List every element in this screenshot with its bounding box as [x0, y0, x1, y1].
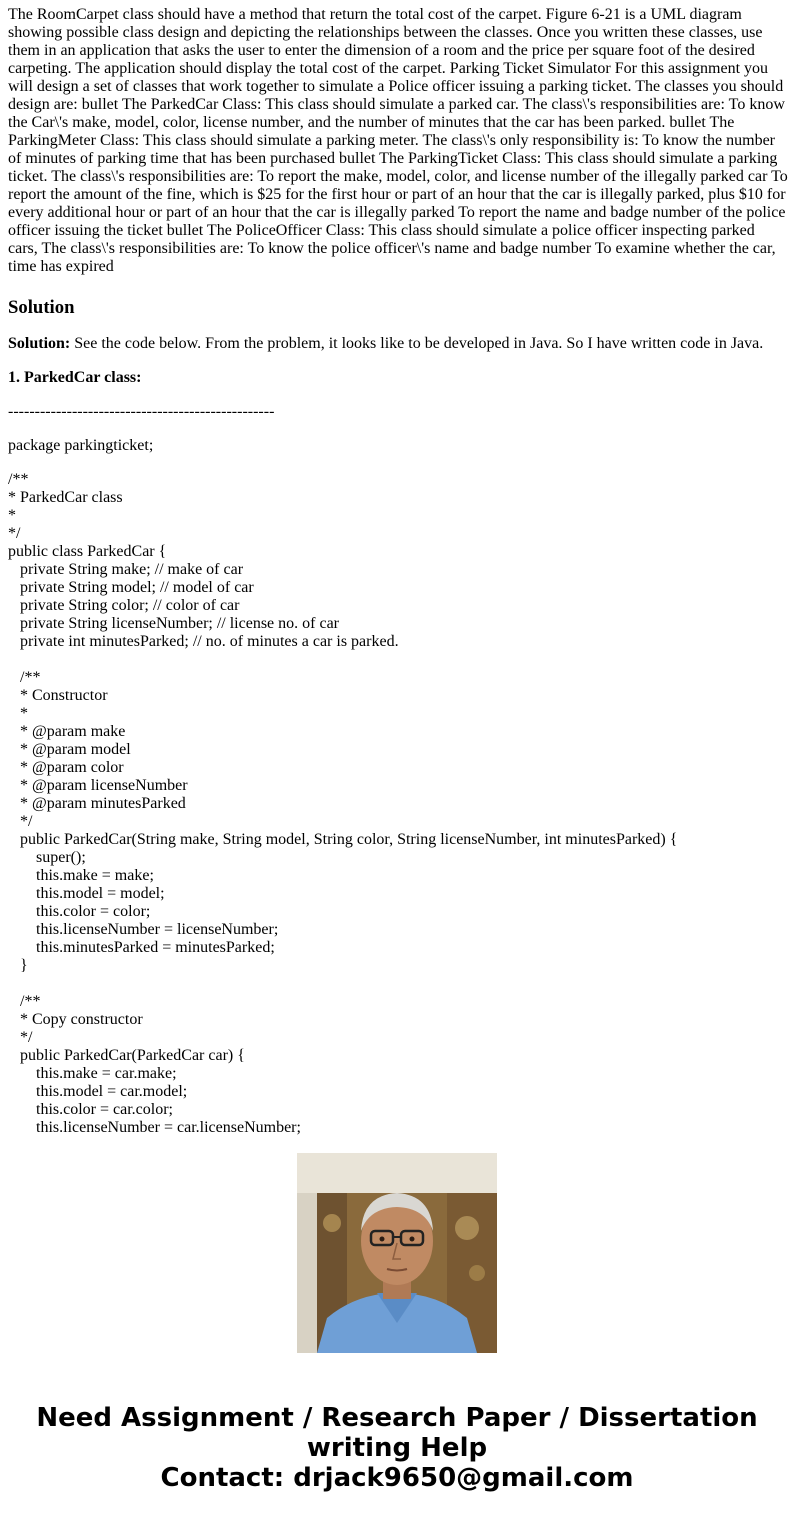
article-content	[8, 6, 788, 1136]
solution-intro-text: See the code below. From the problem, it looks like to be developed in Java. So I have written code in Java.	[70, 335, 764, 352]
banner-line-1: Need Assignment / Research Paper / Dissertation	[36, 1403, 758, 1433]
package-line: package parkingticket;	[8, 437, 154, 454]
contact-banner	[0, 1403, 794, 1493]
code-block: /** * ParkedCar class * */ public class ParkedCar { private String make; // make of car private String model; // model of car private String color; // color of car private String licenseNumber; // license no. of car private int minutesParked; // no. of minutes a car is parked. /** * Constructor * * @param make * @param model * @param color * @param licenseNumber * @param minutesParked */ public ParkedCar(String make, String model, String color, String licenseNumber, int minutesParked) { super(); this.make = make; this.model = model; this.color = color; this.licenseNumber = licenseNumber; this.minutesParked = minutesParked; } /** * Copy constructor */ public ParkedCar(ParkedCar car) { this.make = car.make; this.model = car.model; this.color = car.color; this.licenseNumber = car.licenseNumber;	[8, 471, 678, 1136]
section-title	[8, 369, 788, 387]
banner-contact-line: Contact: drjack9650@gmail.com	[160, 1463, 634, 1493]
solution-intro	[8, 335, 788, 353]
author-avatar	[297, 1153, 497, 1353]
solution-heading: Solution	[8, 297, 75, 318]
separator-line: --------------------------------------------------	[8, 403, 275, 420]
solution-intro-label: Solution:	[8, 335, 71, 352]
section-title-text: 1. ParkedCar class:	[8, 369, 142, 386]
banner-line-2: writing Help	[306, 1433, 488, 1463]
question-text: The RoomCarpet class should have a method that return the total cost of the carpet. Figure 6-21 is a UML diagram showing possible class design and depicting the relationships between the classes. Once you written these classes, use them in an application that asks the user to enter the dimension of a room and the price per square foot of the desired carpeting. The application should display the total cost of the carpet. Parking Ticket Simulator For this assignment you will design a set of classes that work together to simulate a Police officer issuing a parking ticket. The classes you should design are: bullet The ParkedCar Class: This class should simulate a parked car. The class\'s responsibilities are: To know the Car\'s make, model, color, license number, and the number of minutes that the car has been parked. bullet The ParkingMeter Class: This class should simulate a parking meter. The class\'s only responsibility is: To know the number of minutes of parking time that has been purchased bullet The ParkingTicket Class: This class should simulate a parking ticket. The class\'s responsibilities are: To report the make, model, color, and license number of the illegally parked car To report the amount of the fine, which is $25 for the first hour or part of an hour that the car is illegally parked, plus $10 for every additional hour or part of an hour that the car is illegally parked To report the name and badge number of the police officer issuing the ticket bullet The PoliceOfficer Class: This class should simulate a police officer inspecting parked cars, The class\'s responsibilities are: To know the police officer\'s name and badge number To examine whether the car, time has expired	[8, 6, 788, 275]
author-portrait-photo	[297, 1153, 497, 1353]
